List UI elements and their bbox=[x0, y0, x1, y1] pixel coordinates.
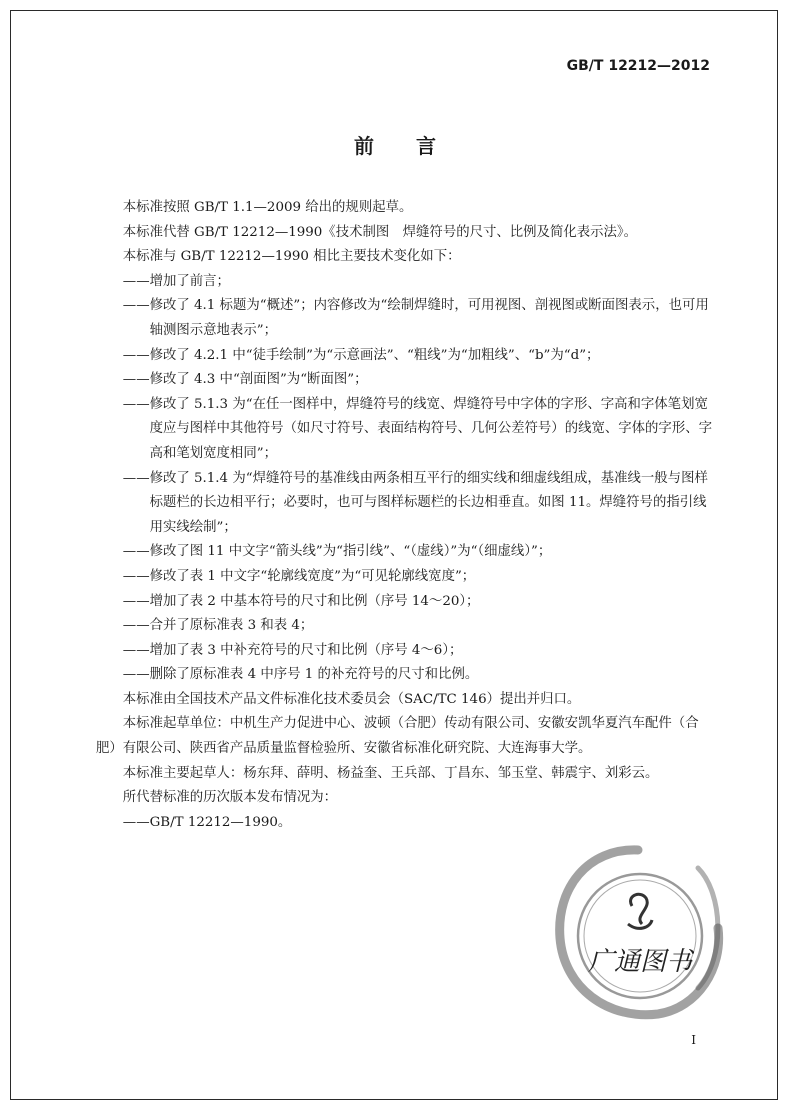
list-item: ——修改了 4.3 中“剖面图”为“断面图”； bbox=[122, 372, 368, 388]
list-item: ——增加了表 2 中基本符号的尺寸和比例（序号 14～20）； bbox=[122, 593, 480, 609]
list-item: ——GB/T 12212—1990。 bbox=[122, 814, 292, 830]
paragraph: 本标准按照 GB/T 1.1—2009 给出的规则起草。 bbox=[122, 200, 413, 215]
list-item: ——增加了表 3 中补充符号的尺寸和比例（序号 4～6）； bbox=[122, 642, 463, 658]
list-item: ——修改了 4.1 标题为“概述”；内容修改为“绘制焊缝时，可用视图、剖视图或断面图表示，也可用轴测图示意地表示”； bbox=[122, 298, 709, 338]
paragraph: 本标准主要起草人：杨东拜、薛明、杨益奎、王兵部、丁昌东、邹玉堂、韩震宇、刘彩云。 bbox=[122, 765, 659, 781]
seal-stamp bbox=[548, 838, 728, 1028]
list-item: ——修改了 5.1.4 为“焊缝符号的基准线由两条相互平行的细实线和细虚线组成，基准线一般与图样标题栏的长边相平行；必要时，也可与图样标题栏的长边相垂直。如图 11。焊缝符号的指引线用实线绘制”； bbox=[122, 470, 708, 535]
page-title: 前言 bbox=[354, 134, 478, 158]
paragraph: 本标准代替 GB/T 12212—1990《技术制图 焊缝符号的尺寸、比例及简化表示法》。 bbox=[122, 224, 637, 240]
seal-emblem-icon bbox=[628, 894, 652, 928]
list-item: ——修改了表 1 中文字“轮廓线宽度”为“可见轮廓线宽度”； bbox=[122, 568, 476, 584]
paragraph: 所代替标准的历次版本发布情况为： bbox=[122, 790, 338, 806]
list-item: ——合并了原标准表 3 和表 4； bbox=[122, 618, 314, 634]
page-number: I bbox=[691, 1033, 696, 1047]
list-item: ——修改了 4.2.1 中“徒手绘制”为“示意画法”、“粗线”为“加粗线”、“b”为“d”； bbox=[122, 347, 600, 363]
list-item: ——删除了原标准表 4 中序号 1 的补充符号的尺寸和比例。 bbox=[122, 667, 479, 683]
list-item: ——增加了前言； bbox=[122, 273, 230, 289]
list-item: ——修改了 5.1.3 为“在任一图样中，焊缝符号的线宽、焊缝符号中字体的字形、字高和字体笔划宽度应与图样中其他符号（如尺寸符号、表面结构符号、几何公差符号）的线宽、字体的字形、字高和笔划宽度相同”； bbox=[122, 396, 712, 461]
foreword-body bbox=[96, 196, 716, 835]
paragraph: 本标准起草单位：中机生产力促进中心、波顿（合肥）传动有限公司、安徽安凯华夏汽车配件（合肥）有限公司、陕西省产品质量监督检验所、安徽省标准化研究院、大连海事大学。 bbox=[96, 716, 699, 757]
paragraph: 本标准由全国技术产品文件标准化技术委员会（SAC/TC 146）提出并归口。 bbox=[122, 691, 581, 707]
seal-text: 广通图书 bbox=[587, 947, 693, 977]
list-item: ——修改了图 11 中文字“箭头线”为“指引线”、“（虚线）”为“（细虚线）”； bbox=[122, 544, 552, 560]
standard-code: GB/T 12212—2012 bbox=[566, 58, 710, 74]
paragraph: 本标准与 GB/T 12212—1990 相比主要技术变化如下： bbox=[122, 249, 461, 265]
